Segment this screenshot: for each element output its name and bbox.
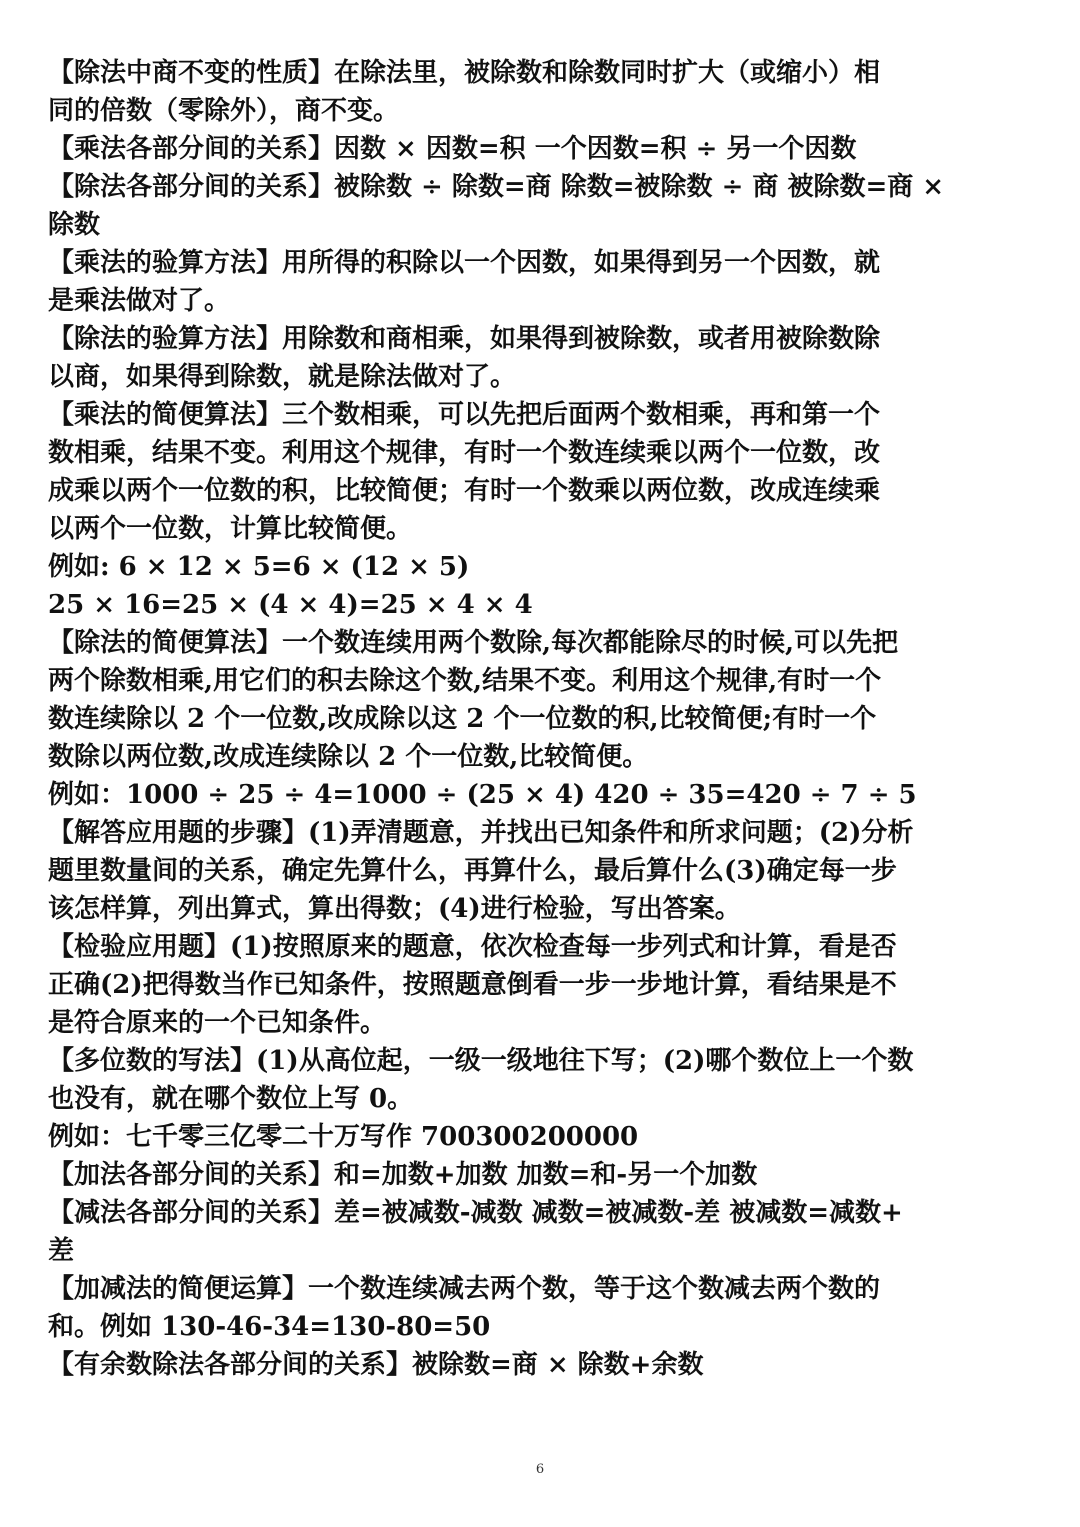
text-line: 【检验应用题】(1)按照原来的题意，依次检查每一步列式和计算，看是否 bbox=[48, 932, 897, 962]
text-line: 数除以两位数,改成连续除以 2 个一位数,比较简便。 bbox=[48, 742, 649, 772]
text-line: 【有余数除法各部分间的关系】被除数=商 × 除数+余数 bbox=[48, 1350, 704, 1380]
text-line: 数连续除以 2 个一位数,改成除以这 2 个一位数的积,比较简便;有时一个 bbox=[48, 704, 877, 734]
text-line: 差 bbox=[48, 1236, 75, 1266]
text-line: 该怎样算，列出算式，算出得数；(4)进行检验，写出答案。 bbox=[48, 894, 741, 924]
text-line: 【乘法各部分间的关系】因数 × 因数=积 一个因数=积 ÷ 另一个因数 bbox=[48, 134, 857, 164]
text-line: 同的倍数（零除外），商不变。 bbox=[48, 96, 400, 126]
text-line: 例如：七千零三亿零二十万写作 700300200000 bbox=[48, 1122, 639, 1152]
text-line: 是乘法做对了。 bbox=[48, 286, 231, 316]
text-line: 【除法的验算方法】用除数和商相乘，如果得到被除数，或者用被除数除 bbox=[48, 324, 881, 354]
text-line: 两个除数相乘,用它们的积去除这个数,结果不变。利用这个规律,有时一个 bbox=[48, 666, 882, 696]
text-line: 也没有，就在哪个数位上写 0。 bbox=[48, 1084, 414, 1114]
text-line: 数相乘，结果不变。利用这个规律，有时一个数连续乘以两个一位数，改 bbox=[48, 438, 881, 468]
text-line: 题里数量间的关系，确定先算什么，再算什么，最后算什么(3)确定每一步 bbox=[48, 856, 897, 886]
text-line: 【加减法的简便运算】一个数连续减去两个数，等于这个数减去两个数的 bbox=[48, 1274, 881, 1304]
text-line: 以商，如果得到除数，就是除法做对了。 bbox=[48, 362, 517, 392]
text-line: 【乘法的简便算法】三个数相乘，可以先把后面两个数相乘，再和第一个 bbox=[48, 400, 881, 430]
text-line: 除数 bbox=[48, 210, 101, 240]
text-line: 正确(2)把得数当作已知条件，按照题意倒看一步一步地计算，看结果是不 bbox=[48, 970, 897, 1000]
text-line: 以两个一位数，计算比较简便。 bbox=[48, 514, 413, 544]
text-line: 例如：1000 ÷ 25 ÷ 4=1000 ÷ (25 × 4) 420 ÷ 35=420 ÷ 7 ÷ 5 bbox=[48, 780, 917, 810]
text-line: 【加法各部分间的关系】和=加数+加数 加数=和-另一个加数 bbox=[48, 1160, 758, 1190]
text-line: 是符合原来的一个已知条件。 bbox=[48, 1008, 387, 1038]
text-line: 例如: 6 × 12 × 5=6 × (12 × 5) bbox=[48, 552, 470, 582]
text-line: 【减法各部分间的关系】差=被减数-减数 减数=被减数-差 被减数=减数+ bbox=[48, 1198, 903, 1228]
text-line: 【除法中商不变的性质】在除法里，被除数和除数同时扩大（或缩小）相 bbox=[48, 58, 881, 88]
text-line: 【除法的简便算法】一个数连续用两个数除,每次都能除尽的时候,可以先把 bbox=[48, 628, 899, 658]
text-line: 成乘以两个一位数的积，比较简便；有时一个数乘以两位数，改成连续乘 bbox=[48, 476, 881, 506]
text-line: 【除法各部分间的关系】被除数 ÷ 除数=商 除数=被除数 ÷ 商 被除数=商 × bbox=[48, 172, 945, 202]
page-number: 6 bbox=[535, 1462, 545, 1477]
text-line: 和。例如 130-46-34=130-80=50 bbox=[48, 1312, 491, 1342]
document-body bbox=[48, 54, 1048, 1384]
text-line: 25 × 16=25 × (4 × 4)=25 × 4 × 4 bbox=[48, 590, 533, 620]
text-line: 【多位数的写法】(1)从高位起，一级一级地往下写；(2)哪个数位上一个数 bbox=[48, 1046, 914, 1076]
text-line: 【解答应用题的步骤】(1)弄清题意，并找出已知条件和所求问题；(2)分析 bbox=[48, 818, 914, 848]
text-line: 【乘法的验算方法】用所得的积除以一个因数，如果得到另一个因数，就 bbox=[48, 248, 881, 278]
